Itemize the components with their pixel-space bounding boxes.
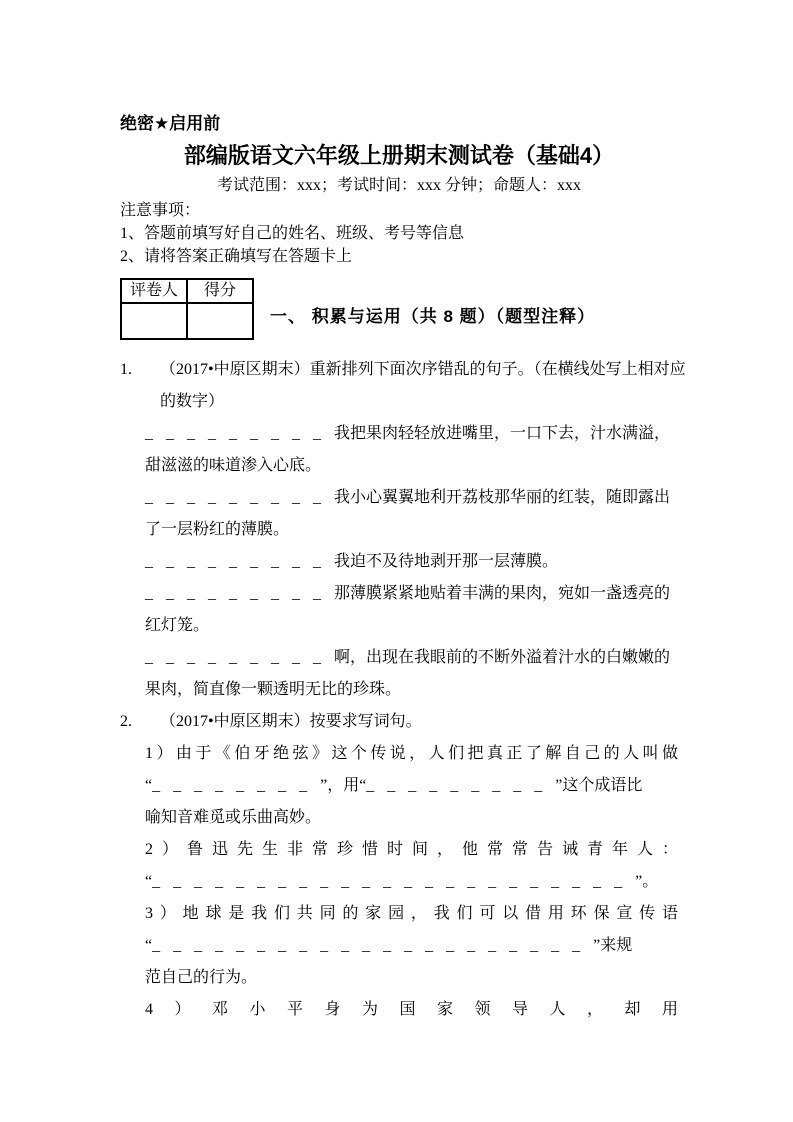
q2-sub-4 xyxy=(145,994,678,1026)
question-1-prompt xyxy=(120,354,686,386)
section-row xyxy=(120,278,678,342)
q2-sub-2 xyxy=(145,834,678,898)
q2-sub-3-blank-line: “_ _ _ _ _ _ _ _ _ _ _ _ _ _ _ _ _ _ _ _ _ ”来规 xyxy=(145,937,633,954)
q2-sub-3-wrap-line: 范自己的行为。 xyxy=(145,969,258,986)
secret-label: 绝密★启用前 xyxy=(120,114,221,133)
grader-value-cell xyxy=(121,303,187,339)
q1-item-5 xyxy=(145,642,678,706)
q1-item-3 xyxy=(145,546,678,578)
q1-item-3-blank-line: _ _ _ _ _ _ _ _ _ 我迫不及待地剥开那一层薄膜。 xyxy=(145,553,559,570)
score-value-cell xyxy=(187,303,253,339)
notice-item-1: 1、答题前填写好自己的姓名、班级、考号等信息 xyxy=(120,225,465,242)
question-1-number: 1. xyxy=(120,361,132,378)
question-2 xyxy=(120,706,678,1026)
exam-info-line: 考试范围：xxx；考试时间：xxx 分钟；命题人：xxx xyxy=(216,177,581,194)
section-heading: 一、 积累与运用（共 8 题）（题型注释） xyxy=(270,307,596,326)
question-1-prompt-wrap: 的数字） xyxy=(160,393,225,410)
grader-header-cell: 评卷人 xyxy=(121,279,187,303)
q2-sub-2-blank-line: “_ _ _ _ _ _ _ _ _ _ _ _ _ _ _ _ _ _ _ _ _ _ _ ”。 xyxy=(145,873,659,890)
q1-item-2-blank-line: _ _ _ _ _ _ _ _ _ 我小心翼翼地利开荔枝那华丽的红装，随即露出 xyxy=(145,489,671,506)
page-title: 部编版语文六年级上册期末测试卷（基础4） xyxy=(183,143,615,168)
q1-item-1-wrap-line: 甜滋滋的味道渗入心底。 xyxy=(145,457,322,474)
notice-title: 注意事项： xyxy=(120,202,201,219)
q1-item-4-blank-line: _ _ _ _ _ _ _ _ _ 那薄膜紧紧地贴着丰满的果肉，宛如一盏透亮的 xyxy=(145,585,671,602)
q2-sub-3 xyxy=(145,898,678,994)
question-1 xyxy=(120,354,686,706)
q1-item-5-blank-line: _ _ _ _ _ _ _ _ _ 啊，出现在我眼前的不断外溢着汁水的白嫩嫩的 xyxy=(145,649,671,666)
q2-sub-1-line-1: 1）由于《伯牙绝弦》这个传说，人们把真正了解自己的人叫做 xyxy=(145,745,678,762)
question-1-prompt-text: （2017•中原区期末）重新排列下面次序错乱的句子。（在横线处写上相对应 xyxy=(160,361,686,378)
question-2-prompt xyxy=(120,706,678,738)
question-2-number: 2. xyxy=(120,713,132,730)
q2-sub-1-blank-line: “_ _ _ _ _ _ _ _ ”，用“_ _ _ _ _ _ _ _ _ ”这个成语比 xyxy=(145,777,643,794)
q2-sub-2-line-1: 2）鲁迅先生非常珍惜时间，他常常告诫青年人： xyxy=(145,841,678,858)
notice-item-2: 2、请将答案正确填写在答题卡上 xyxy=(120,248,353,265)
q1-item-5-wrap-line: 果肉，简直像一颗透明无比的珍珠。 xyxy=(145,681,402,698)
score-header-cell: 得分 xyxy=(187,279,253,303)
q1-item-1-blank-line: _ _ _ _ _ _ _ _ _ 我把果肉轻轻放进嘴里，一口下去，汁水满溢， xyxy=(145,425,671,442)
question-2-prompt-text: （2017•中原区期末）按要求写词句。 xyxy=(160,713,422,730)
q2-sub-3-line-1: 3）地球是我们共同的家园，我们可以借用环保宣传语 xyxy=(145,905,678,922)
q1-item-2-wrap-line: 了一层粉红的薄膜。 xyxy=(145,521,290,538)
q1-item-2 xyxy=(145,482,678,546)
q1-item-1 xyxy=(145,418,678,482)
q1-item-4 xyxy=(145,578,678,642)
q2-sub-1-wrap-line: 喻知音难觅或乐曲高妙。 xyxy=(145,809,322,826)
q1-item-4-wrap-line: 红灯笼。 xyxy=(145,617,210,634)
q2-sub-1 xyxy=(145,738,678,834)
score-table xyxy=(120,278,254,340)
q2-sub-4-line-1: 4）邓小平身为国家领导人，却用 xyxy=(145,1001,678,1018)
